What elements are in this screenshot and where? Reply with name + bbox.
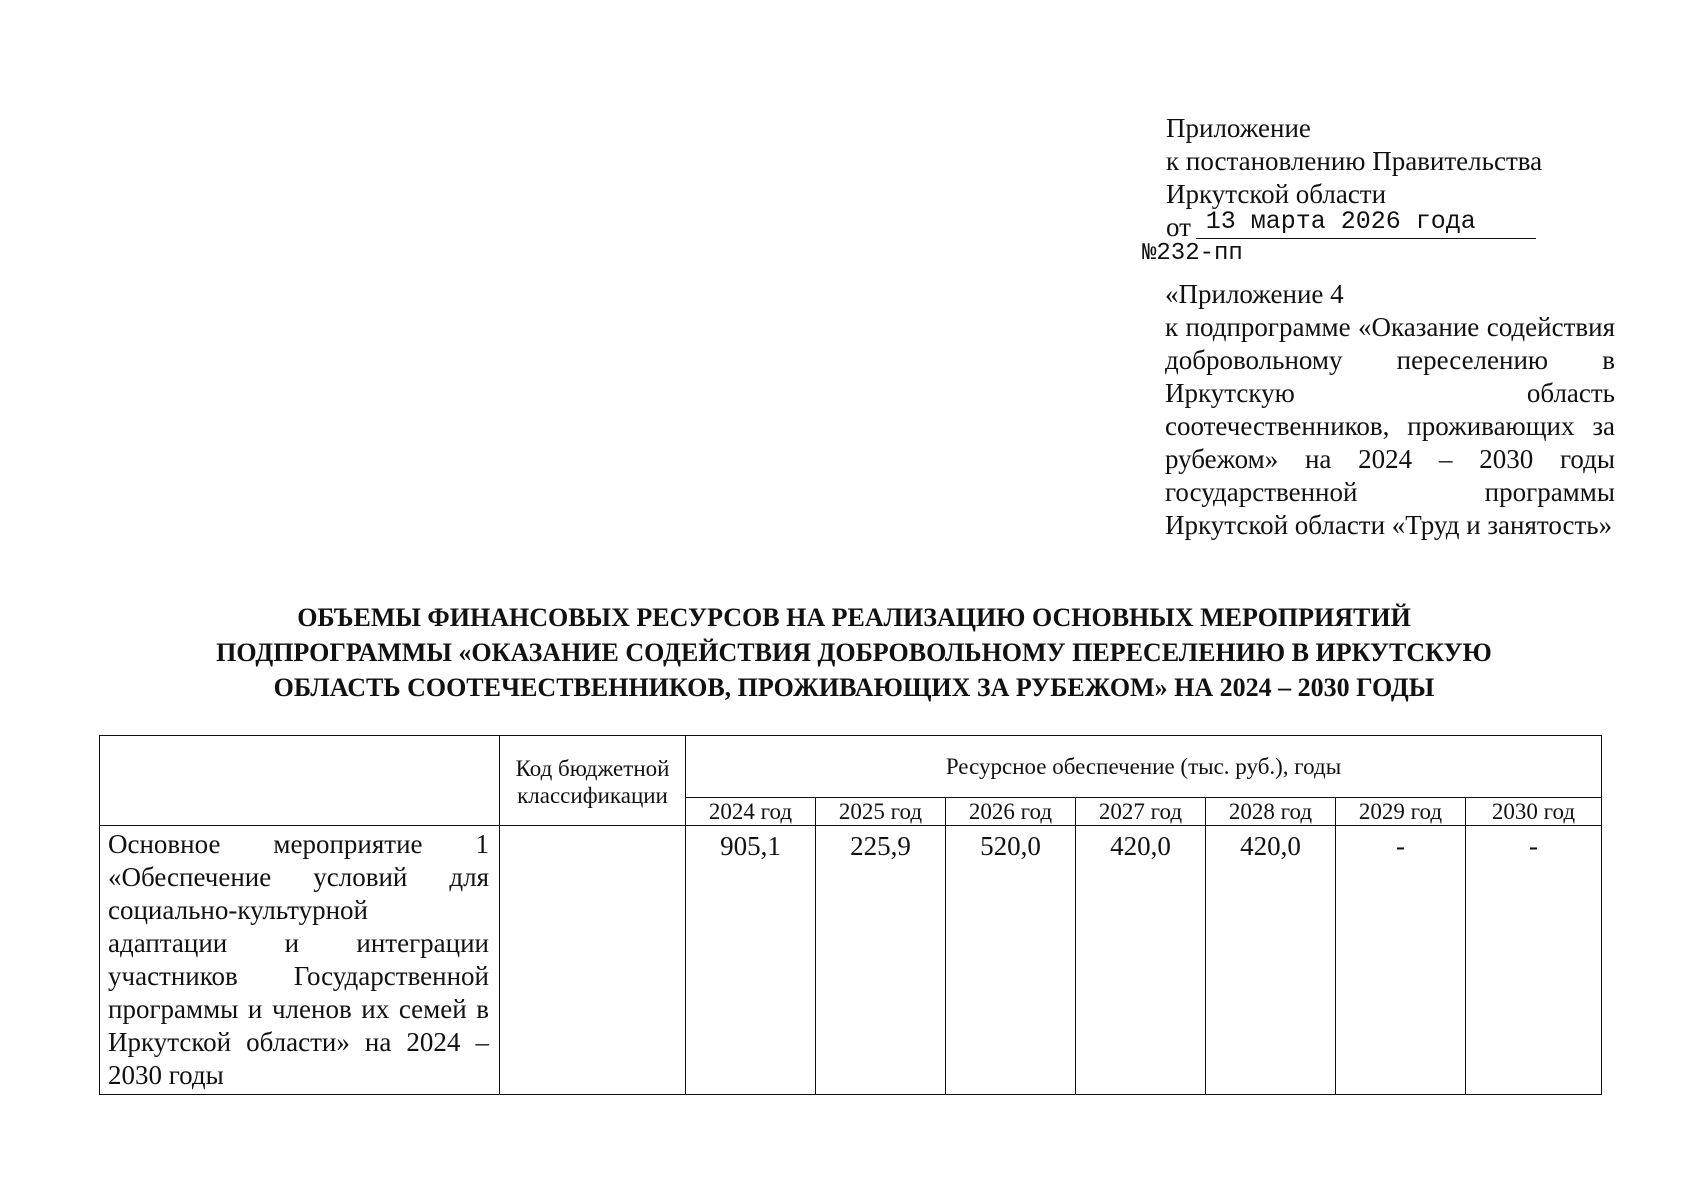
approval-number: №232-пп [1142,240,1243,267]
approval-date-prefix: от [1166,212,1191,242]
header-year-2025: 2025 год [816,798,946,826]
value-2024: 905,1 [686,826,816,1095]
header-year-2029: 2029 год [1336,798,1466,826]
title-line-1: ОБЪЕМЫ ФИНАНСОВЫХ РЕСУРСОВ НА РЕАЛИЗАЦИЮ ОСНОВНЫХ МЕРОПРИЯТИЙ [297,603,1411,632]
value-2028: 420,0 [1206,826,1336,1095]
value-2026: 520,0 [946,826,1076,1095]
title-line-3: ОБЛАСТЬ СООТЕЧЕСТВЕННИКОВ, ПРОЖИВАЮЩИХ ЗА РУБЕЖОМ» НА 2024 – 2030 ГОДЫ [273,673,1435,702]
row-name: Основное мероприятие 1 «Обеспечение условий для социально-культурной адаптации и интеграции участников Государственной программы и членов их семей в Иркутской области» на 2024 – 2030 годы [100,826,500,1095]
header-year-2026: 2026 год [946,798,1076,826]
budget-table [99,735,1602,1095]
header-year-2027: 2027 год [1076,798,1206,826]
document-title [100,600,1608,705]
header-code: Код бюджетной классификации [500,736,686,826]
row-code [500,826,686,1095]
appendix4-heading: «Приложение 4 [1165,279,1344,309]
title-line-2: ПОДПРОГРАММЫ «ОКАЗАНИЕ СОДЕЙСТВИЯ ДОБРОВОЛЬНОМУ ПЕРЕСЕЛЕНИЮ В ИРКУТСКУЮ [216,638,1492,667]
approval-line-3: Иркутской области [1166,179,1387,209]
table-row [100,826,1602,1095]
approval-date-value: 13 марта 2026 года [1205,207,1476,236]
value-2027: 420,0 [1076,826,1206,1095]
approval-line-1: Приложение [1166,113,1311,143]
header-resources: Ресурсное обеспечение (тыс. руб.), годы [686,736,1602,798]
approval-line-2: к постановлению Правительства [1166,146,1543,176]
header-year-2024: 2024 год [686,798,816,826]
value-2029: - [1336,826,1466,1095]
appendix4-body: к подпрограмме «Оказание содействия добровольному переселению в Иркутскую область соотечественников, проживающих за рубежом» на 2024 – 2030 годы государственной программы Иркутской области «Труд и занятость» [1165,312,1615,540]
value-2025: 225,9 [816,826,946,1095]
header-year-2028: 2028 год [1206,798,1336,826]
header-name-cell [100,736,500,826]
approval-date-underline [1196,238,1536,239]
value-2030: - [1466,826,1602,1095]
header-year-2030: 2030 год [1466,798,1602,826]
appendix4-block [1165,278,1615,542]
